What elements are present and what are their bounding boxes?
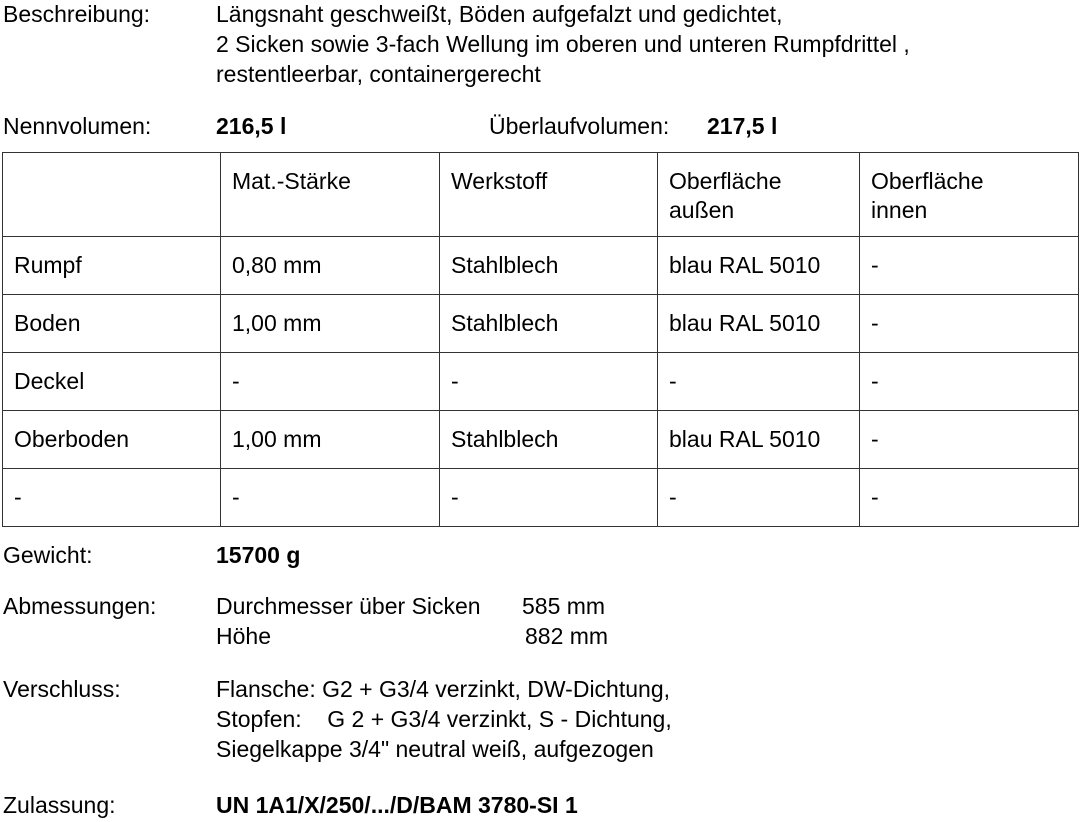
beschreibung-text bbox=[216, 0, 910, 89]
gewicht-label: Gewicht: bbox=[3, 542, 93, 568]
zulassung-label: Zulassung: bbox=[3, 792, 116, 818]
ueberlaufvolumen-label: Überlaufvolumen: bbox=[489, 113, 670, 139]
table-cell: - bbox=[221, 469, 440, 527]
beschreibung-line: 2 Sicken sowie 3-fach Wellung im oberen und unteren Rumpfdrittel , bbox=[216, 31, 910, 57]
table-cell: Stahlblech bbox=[440, 411, 658, 469]
table-header-cell bbox=[221, 153, 440, 237]
beschreibung-label: Beschreibung: bbox=[3, 1, 151, 27]
table-header-cell bbox=[860, 153, 1079, 237]
hoehe-label: Höhe bbox=[216, 623, 271, 649]
table-header-row bbox=[3, 153, 1079, 237]
header-text: Oberfläche bbox=[871, 168, 984, 194]
nennvolumen-value: 216,5 l bbox=[216, 113, 287, 139]
table-cell: - bbox=[658, 469, 860, 527]
table-cell: - bbox=[221, 353, 440, 411]
ueberlaufvolumen-value: 217,5 l bbox=[707, 113, 778, 139]
table-cell: Rumpf bbox=[3, 237, 221, 295]
beschreibung-line: Längsnaht geschweißt, Böden aufgefalzt und gedichtet, bbox=[216, 1, 783, 27]
table-header-cell bbox=[3, 153, 221, 237]
verschluss-line: Flansche: G2 + G3/4 verzinkt, DW-Dichtung, bbox=[216, 676, 671, 702]
nennvolumen-label: Nennvolumen: bbox=[3, 113, 152, 139]
durchmesser-value: 585 mm bbox=[522, 593, 606, 619]
table-cell: - bbox=[860, 353, 1079, 411]
hoehe-value: 882 mm bbox=[525, 623, 609, 649]
table-row bbox=[3, 411, 1079, 469]
header-text: Mat.-Stärke bbox=[232, 168, 351, 194]
table-cell: 1,00 mm bbox=[221, 295, 440, 353]
table-cell: blau RAL 5010 bbox=[658, 295, 860, 353]
material-table bbox=[2, 152, 1079, 527]
beschreibung-line: restentleerbar, containergerecht bbox=[216, 61, 541, 87]
table-cell: - bbox=[658, 353, 860, 411]
table-cell: 0,80 mm bbox=[221, 237, 440, 295]
table-header-cell bbox=[440, 153, 658, 237]
table-cell: - bbox=[3, 469, 221, 527]
table-header-cell bbox=[658, 153, 860, 237]
table-cell: - bbox=[860, 295, 1079, 353]
table-cell: - bbox=[860, 411, 1079, 469]
table-cell: - bbox=[440, 469, 658, 527]
table-cell: Oberboden bbox=[3, 411, 221, 469]
table-cell: Boden bbox=[3, 295, 221, 353]
header-text: Oberfläche bbox=[669, 168, 782, 194]
header-text: innen bbox=[871, 197, 928, 223]
header-text: Werkstoff bbox=[451, 168, 548, 194]
table-row bbox=[3, 295, 1079, 353]
abmessungen-label: Abmessungen: bbox=[3, 593, 157, 619]
table-cell: blau RAL 5010 bbox=[658, 237, 860, 295]
table-cell: 1,00 mm bbox=[221, 411, 440, 469]
table-cell: - bbox=[860, 469, 1079, 527]
table-cell: Deckel bbox=[3, 353, 221, 411]
durchmesser-label: Durchmesser über Sicken bbox=[216, 593, 481, 619]
table-cell: blau RAL 5010 bbox=[658, 411, 860, 469]
verschluss-line: Stopfen: G 2 + G3/4 verzinkt, S - Dichtung, bbox=[216, 706, 672, 732]
table-row bbox=[3, 469, 1079, 527]
zulassung-value: UN 1A1/X/250/.../D/BAM 3780-SI 1 bbox=[216, 792, 578, 818]
verschluss-label: Verschluss: bbox=[3, 676, 121, 702]
table-row bbox=[3, 237, 1079, 295]
table-cell: Stahlblech bbox=[440, 295, 658, 353]
table-cell: Stahlblech bbox=[440, 237, 658, 295]
verschluss-text bbox=[216, 674, 672, 764]
gewicht-value: 15700 g bbox=[216, 542, 301, 568]
table-row bbox=[3, 353, 1079, 411]
table-cell: - bbox=[860, 237, 1079, 295]
verschluss-line: Siegelkappe 3/4" neutral weiß, aufgezogen bbox=[216, 736, 654, 762]
header-text: außen bbox=[669, 197, 735, 223]
table-cell: - bbox=[440, 353, 658, 411]
